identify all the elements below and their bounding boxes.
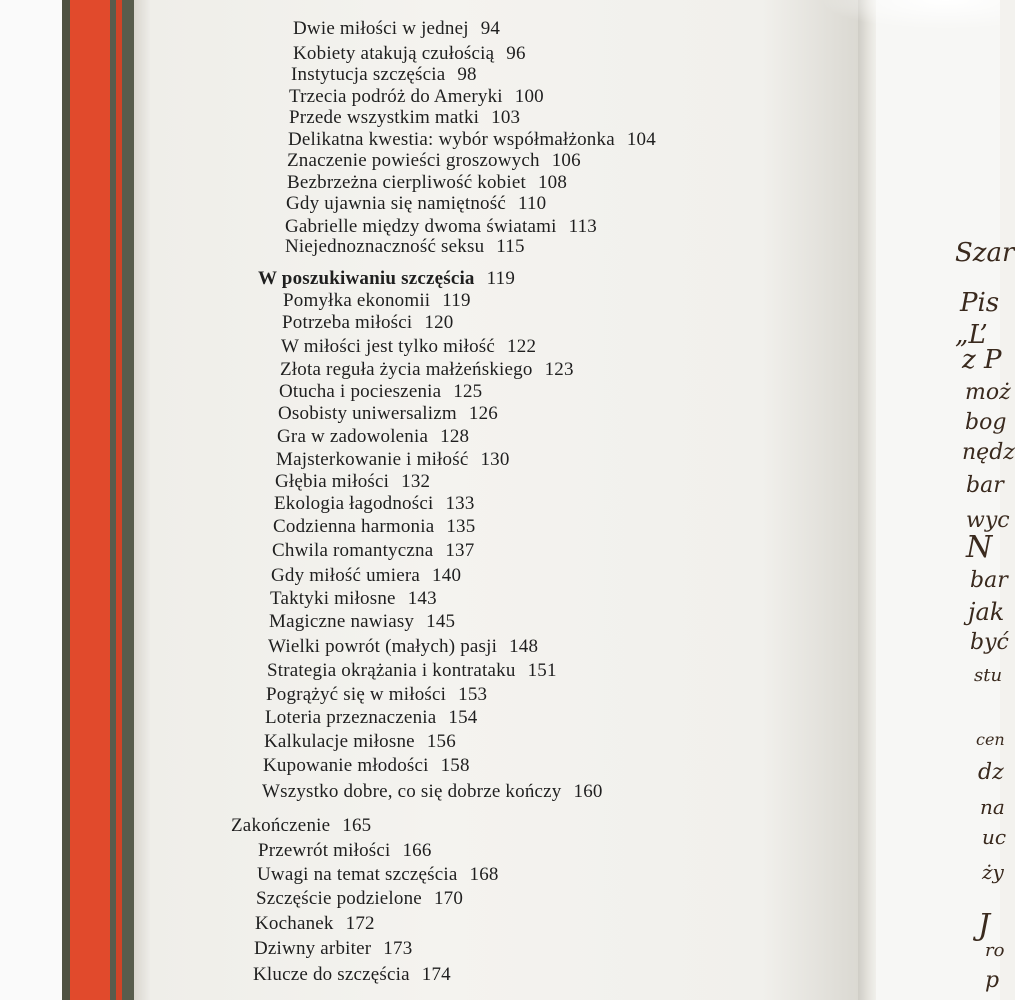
toc-entry-title: Taktyki miłosne bbox=[270, 588, 396, 609]
toc-entry-title: Zakończenie bbox=[231, 815, 331, 836]
toc-entry bbox=[264, 731, 456, 753]
toc-entry bbox=[281, 336, 536, 358]
toc-entry-title: Chwila romantyczna bbox=[272, 540, 434, 561]
toc-entry-page-number: 122 bbox=[507, 336, 537, 357]
toc-entry bbox=[287, 150, 581, 172]
toc-entry-title: Kupowanie młodości bbox=[263, 755, 429, 776]
toc-entry-title: Dziwny arbiter bbox=[254, 938, 372, 959]
toc-entry bbox=[276, 449, 510, 471]
toc-entry-title: Loteria przeznaczenia bbox=[265, 707, 437, 728]
toc-entry-page-number: 170 bbox=[433, 888, 464, 909]
toc-entry-page-number: 135 bbox=[446, 516, 476, 537]
toc-entry-title: Niejednoznaczność seksu bbox=[285, 236, 485, 257]
toc-entry-title: Bezbrzeżna cierpliwość kobiet bbox=[287, 172, 526, 193]
toc-entry-title: Przede wszystkim matki bbox=[289, 107, 480, 128]
toc-entry-title: Klucze do szczęścia bbox=[253, 964, 410, 985]
toc-entry-page-number: 126 bbox=[468, 403, 498, 424]
toc-entry-title: Kobiety atakują czułością bbox=[293, 43, 495, 64]
toc-entry bbox=[280, 359, 574, 381]
toc-entry bbox=[267, 660, 557, 682]
toc-entry bbox=[288, 129, 656, 151]
toc-entry bbox=[289, 107, 520, 129]
toc-entry bbox=[257, 864, 499, 886]
toc-entry bbox=[254, 938, 412, 960]
toc-entry bbox=[293, 43, 526, 65]
handwritten-word: bar bbox=[970, 568, 1008, 593]
toc-entry bbox=[279, 381, 482, 403]
handwritten-word: Pis bbox=[960, 288, 1000, 318]
toc-entry-page-number: 113 bbox=[568, 216, 597, 237]
handwritten-word: być bbox=[970, 630, 1009, 655]
toc-entry bbox=[262, 781, 603, 803]
handwritten-word: wyc bbox=[966, 508, 1010, 533]
toc-entry-title: Codzienna harmonia bbox=[273, 516, 435, 537]
toc-entry-page-number: 128 bbox=[440, 426, 470, 447]
toc-entry-title: Gdy ujawnia się namiętność bbox=[286, 193, 506, 214]
handwritten-word: stu bbox=[974, 665, 1003, 686]
toc-entry-title: Delikatna kwestia: wybór współmałżonka bbox=[288, 129, 615, 150]
toc-entry-page-number: 108 bbox=[537, 172, 568, 193]
toc-entry bbox=[266, 684, 487, 706]
toc-entry bbox=[253, 964, 451, 986]
toc-entry-page-number: 115 bbox=[496, 236, 525, 257]
toc-entry-page-number: 132 bbox=[401, 471, 431, 492]
toc-entry-page-number: 104 bbox=[626, 129, 656, 150]
toc-entry bbox=[258, 268, 515, 290]
handwritten-word: dz bbox=[978, 760, 1004, 785]
toc-entry-page-number: 168 bbox=[469, 864, 499, 885]
handwritten-word: uc bbox=[982, 825, 1007, 849]
handwritten-word: p bbox=[985, 968, 1000, 993]
handwritten-word: nędz bbox=[962, 440, 1015, 465]
handwritten-word: na bbox=[980, 795, 1005, 819]
toc-entry-page-number: 174 bbox=[421, 964, 451, 985]
handwritten-word: ży bbox=[982, 860, 1004, 884]
toc-entry-title: W poszukiwaniu szczęścia bbox=[258, 268, 475, 289]
toc-entry bbox=[258, 840, 432, 862]
toc-entry-title: Głębia miłości bbox=[275, 471, 390, 492]
toc-entry-title: Szczęście podzielone bbox=[256, 888, 422, 909]
toc-entry-page-number: 148 bbox=[509, 636, 539, 657]
toc-entry bbox=[277, 426, 469, 448]
toc-entry bbox=[263, 755, 470, 777]
toc-entry-page-number: 133 bbox=[445, 493, 475, 514]
toc-entry-page-number: 130 bbox=[480, 449, 510, 470]
toc-entry-page-number: 123 bbox=[544, 359, 574, 380]
toc-entry-page-number: 106 bbox=[551, 150, 581, 171]
toc-entry-title: Pogrążyć się w miłości bbox=[266, 684, 447, 705]
toc-entry-page-number: 143 bbox=[407, 588, 437, 609]
toc-entry-title: Gra w zadowolenia bbox=[277, 426, 429, 447]
toc-entry-title: Wszystko dobre, co się dobrze kończy bbox=[262, 781, 562, 802]
toc-entry-page-number: 137 bbox=[445, 540, 475, 561]
toc-entry bbox=[255, 913, 375, 935]
toc-entry-page-number: 100 bbox=[514, 86, 544, 107]
toc-entry-title: Kalkulacje miłosne bbox=[264, 731, 415, 752]
toc-entry bbox=[271, 565, 461, 587]
handwritten-word: bog bbox=[965, 410, 1007, 435]
toc-entry-page-number: 154 bbox=[448, 707, 478, 728]
toc-entry-page-number: 98 bbox=[457, 64, 477, 85]
toc-entry-title: Trzecia podróż do Ameryki bbox=[289, 86, 503, 107]
toc-entry-title: Osobisty uniwersalizm bbox=[278, 403, 457, 424]
handwritten-word: cen bbox=[976, 730, 1005, 749]
toc-entry-page-number: 156 bbox=[426, 731, 456, 752]
handwritten-word: jak bbox=[968, 598, 1005, 626]
toc-entry bbox=[231, 815, 371, 837]
toc-entry-title: Gabrielle między dwoma światami bbox=[285, 216, 557, 237]
toc-entry-title: Pomyłka ekonomii bbox=[283, 290, 431, 311]
toc-entry-page-number: 165 bbox=[342, 815, 372, 836]
toc-entry-title: Majsterkowanie i miłość bbox=[276, 449, 469, 470]
handwritten-word: J bbox=[978, 908, 991, 943]
toc-entry-page-number: 110 bbox=[517, 193, 547, 214]
toc-entry-page-number: 120 bbox=[424, 312, 454, 333]
toc-entry-title: Gdy miłość umiera bbox=[271, 565, 421, 586]
handwritten-word: bar bbox=[966, 473, 1004, 498]
toc-entry-page-number: 145 bbox=[426, 611, 456, 632]
toc-entry-title: Potrzeba miłości bbox=[282, 312, 413, 333]
toc-entry bbox=[272, 540, 474, 562]
toc-entry-page-number: 172 bbox=[345, 913, 375, 934]
toc-entry bbox=[283, 290, 471, 312]
toc-entry bbox=[286, 193, 546, 215]
toc-entry-title: Otucha i pocieszenia bbox=[279, 381, 442, 402]
toc-entry-title: Kochanek bbox=[255, 913, 334, 934]
toc-entry bbox=[285, 236, 525, 258]
toc-entry bbox=[278, 403, 498, 425]
toc-entry bbox=[285, 216, 597, 238]
handwritten-word: z P bbox=[962, 345, 1002, 375]
toc-entry-title: Ekologia łagodności bbox=[274, 493, 434, 514]
toc-entry-page-number: 94 bbox=[480, 18, 501, 39]
toc-entry-page-number: 119 bbox=[486, 268, 516, 289]
toc-entry bbox=[256, 888, 463, 910]
toc-entry bbox=[275, 471, 430, 493]
handwritten-word: moż bbox=[965, 380, 1011, 405]
toc-entry bbox=[291, 64, 477, 86]
toc-entry bbox=[270, 588, 437, 610]
toc-entry-title: Wielki powrót (małych) pasji bbox=[268, 636, 498, 657]
toc-entry-page-number: 173 bbox=[383, 938, 413, 959]
toc-entry bbox=[268, 636, 538, 658]
toc-entry-title: Uwagi na temat szczęścia bbox=[257, 864, 458, 885]
toc-entry-title: Magiczne nawiasy bbox=[269, 611, 415, 632]
toc-entry-title: Instytucja szczęścia bbox=[291, 64, 446, 85]
toc-entry-page-number: 166 bbox=[402, 840, 432, 861]
toc-entry-page-number: 140 bbox=[432, 565, 462, 586]
handwritten-word: ro bbox=[985, 940, 1005, 961]
toc-entry-page-number: 153 bbox=[458, 684, 488, 705]
toc-entry-page-number: 151 bbox=[527, 660, 557, 681]
toc-entry-page-number: 103 bbox=[491, 107, 521, 128]
toc-entry-page-number: 125 bbox=[453, 381, 483, 402]
toc-entry bbox=[287, 172, 567, 194]
toc-entry bbox=[293, 18, 500, 40]
toc-entry-page-number: 119 bbox=[442, 290, 471, 311]
handwritten-word: „L’ bbox=[955, 320, 988, 350]
handwritten-word: Szar bbox=[955, 238, 1015, 268]
toc-entry bbox=[273, 516, 475, 538]
toc-entry bbox=[265, 707, 478, 729]
toc-entry bbox=[269, 611, 455, 633]
toc-entry-title: Dwie miłości w jednej bbox=[293, 18, 469, 39]
toc-entry bbox=[289, 86, 544, 108]
toc-entry-page-number: 160 bbox=[573, 781, 603, 802]
toc-entry-title: Złota reguła życia małżeńskiego bbox=[280, 359, 533, 380]
toc-entry-page-number: 158 bbox=[440, 755, 470, 776]
toc-entry-title: Strategia okrążania i kontrataku bbox=[267, 660, 516, 681]
toc-entry-title: W miłości jest tylko miłość bbox=[281, 336, 496, 357]
toc-entry-title: Znaczenie powieści groszowych bbox=[287, 150, 540, 171]
toc-entry bbox=[282, 312, 453, 334]
toc-entry-page-number: 96 bbox=[506, 43, 526, 64]
toc-entry-title: Przewrót miłości bbox=[258, 840, 391, 861]
toc-entry bbox=[274, 493, 475, 515]
handwritten-word: N bbox=[966, 530, 993, 565]
